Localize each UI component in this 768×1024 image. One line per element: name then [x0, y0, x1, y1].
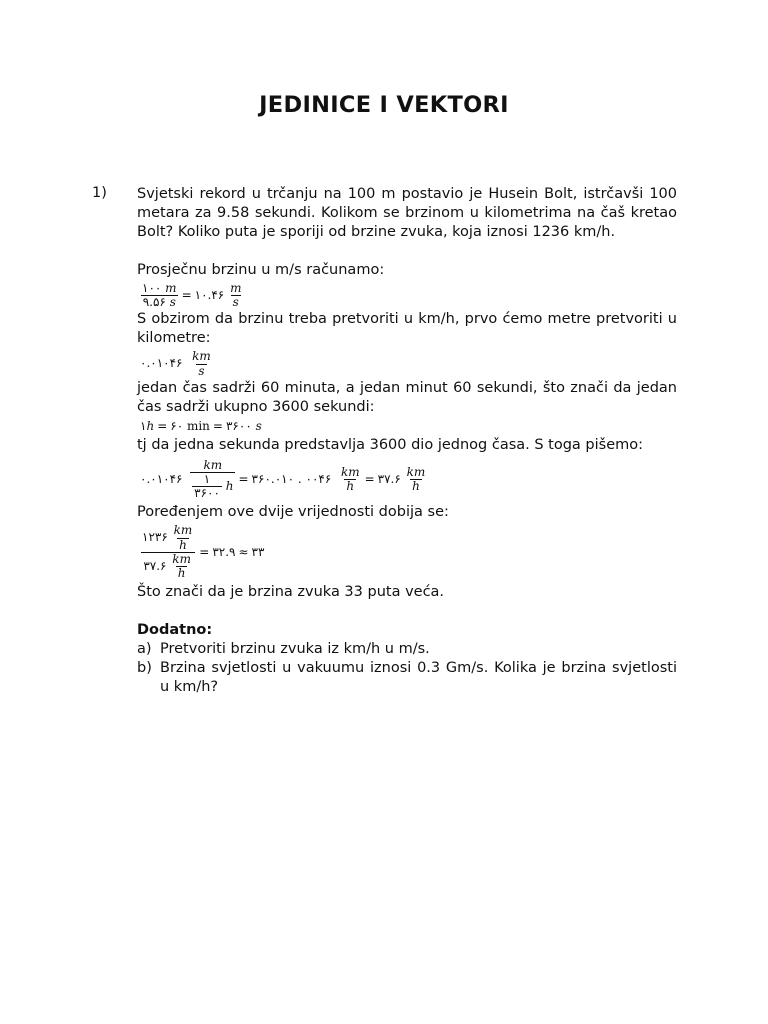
- equation-1: $\frac{١٠٠ m}{٩.۵۶ s}$ = ١٠.۴۶ $\frac{m}{s}$: [142, 281, 242, 310]
- page-title: JEDINICE I VEKTORI: [259, 92, 509, 118]
- task-content: [137, 185, 677, 697]
- extra-item-b: b) Brzina svjetlosti u vakuumu iznosi 0.3 Gm/s. Kolika je brzina svjetlosti u km/h?: [137, 660, 677, 696]
- step2-text: S obzirom da brzinu treba pretvoriti u km/h, prvo ćemo metre pretvoriti u kilometre:: [137, 311, 677, 347]
- equation-5: ١٢٣۶ $\frac{km}{h}$ ٣٧.۶ $\frac{km}{h}$ = ٣٢.٩ ≈ ٣٣: [142, 523, 265, 580]
- equation-2: ٠.٠١٠۴۶ $\frac{km}{s}$: [140, 349, 211, 378]
- equation-3: ١ h = ۶٠ min = ٣۶٠٠ s: [140, 418, 262, 433]
- step5-text: Poređenjem ove dvije vrijednosti dobija se:: [137, 504, 449, 521]
- extra-heading: Dodatno:: [137, 622, 213, 639]
- task-number: 1): [92, 185, 107, 201]
- problem-text: Svjetski rekord u trčanju na 100 m postavio je Husein Bolt, istrčavši 100 metara za 9.58 sekundi. Kolikom se brzinom u kilometrima na čaš kretao Bolt? Koliko puta je sporiji od brzine zvuka, koja iznosi 1236 km/h.: [137, 186, 677, 240]
- step1-text: Prosječnu brzinu u m/s računamo:: [137, 262, 385, 278]
- extra-item-a: a) Pretvoriti brzinu zvuka iz km/h u m/s.: [137, 641, 430, 658]
- step3-text: jedan čas sadrži 60 minuta, a jedan minut 60 sekundi, što znači da jedan čas sadrži ukupno 3600 sekundi:: [137, 379, 677, 415]
- step4-text: tj da jedna sekunda predstavlja 3600 dio jednog časa. S toga pišemo:: [137, 436, 644, 453]
- equation-4: ٠.٠١٠۴۶ km $\frac{١}{٣۶٠٠}$ h = ٣۶٠٠ . ٠.٠١٠۴۶ $\frac{km}{h}$ = ٣٧.۶ $\frac{km}{h}$: [140, 457, 426, 501]
- conclusion-text: Što znači da je brzina zvuka 33 puta veća.: [137, 584, 445, 601]
